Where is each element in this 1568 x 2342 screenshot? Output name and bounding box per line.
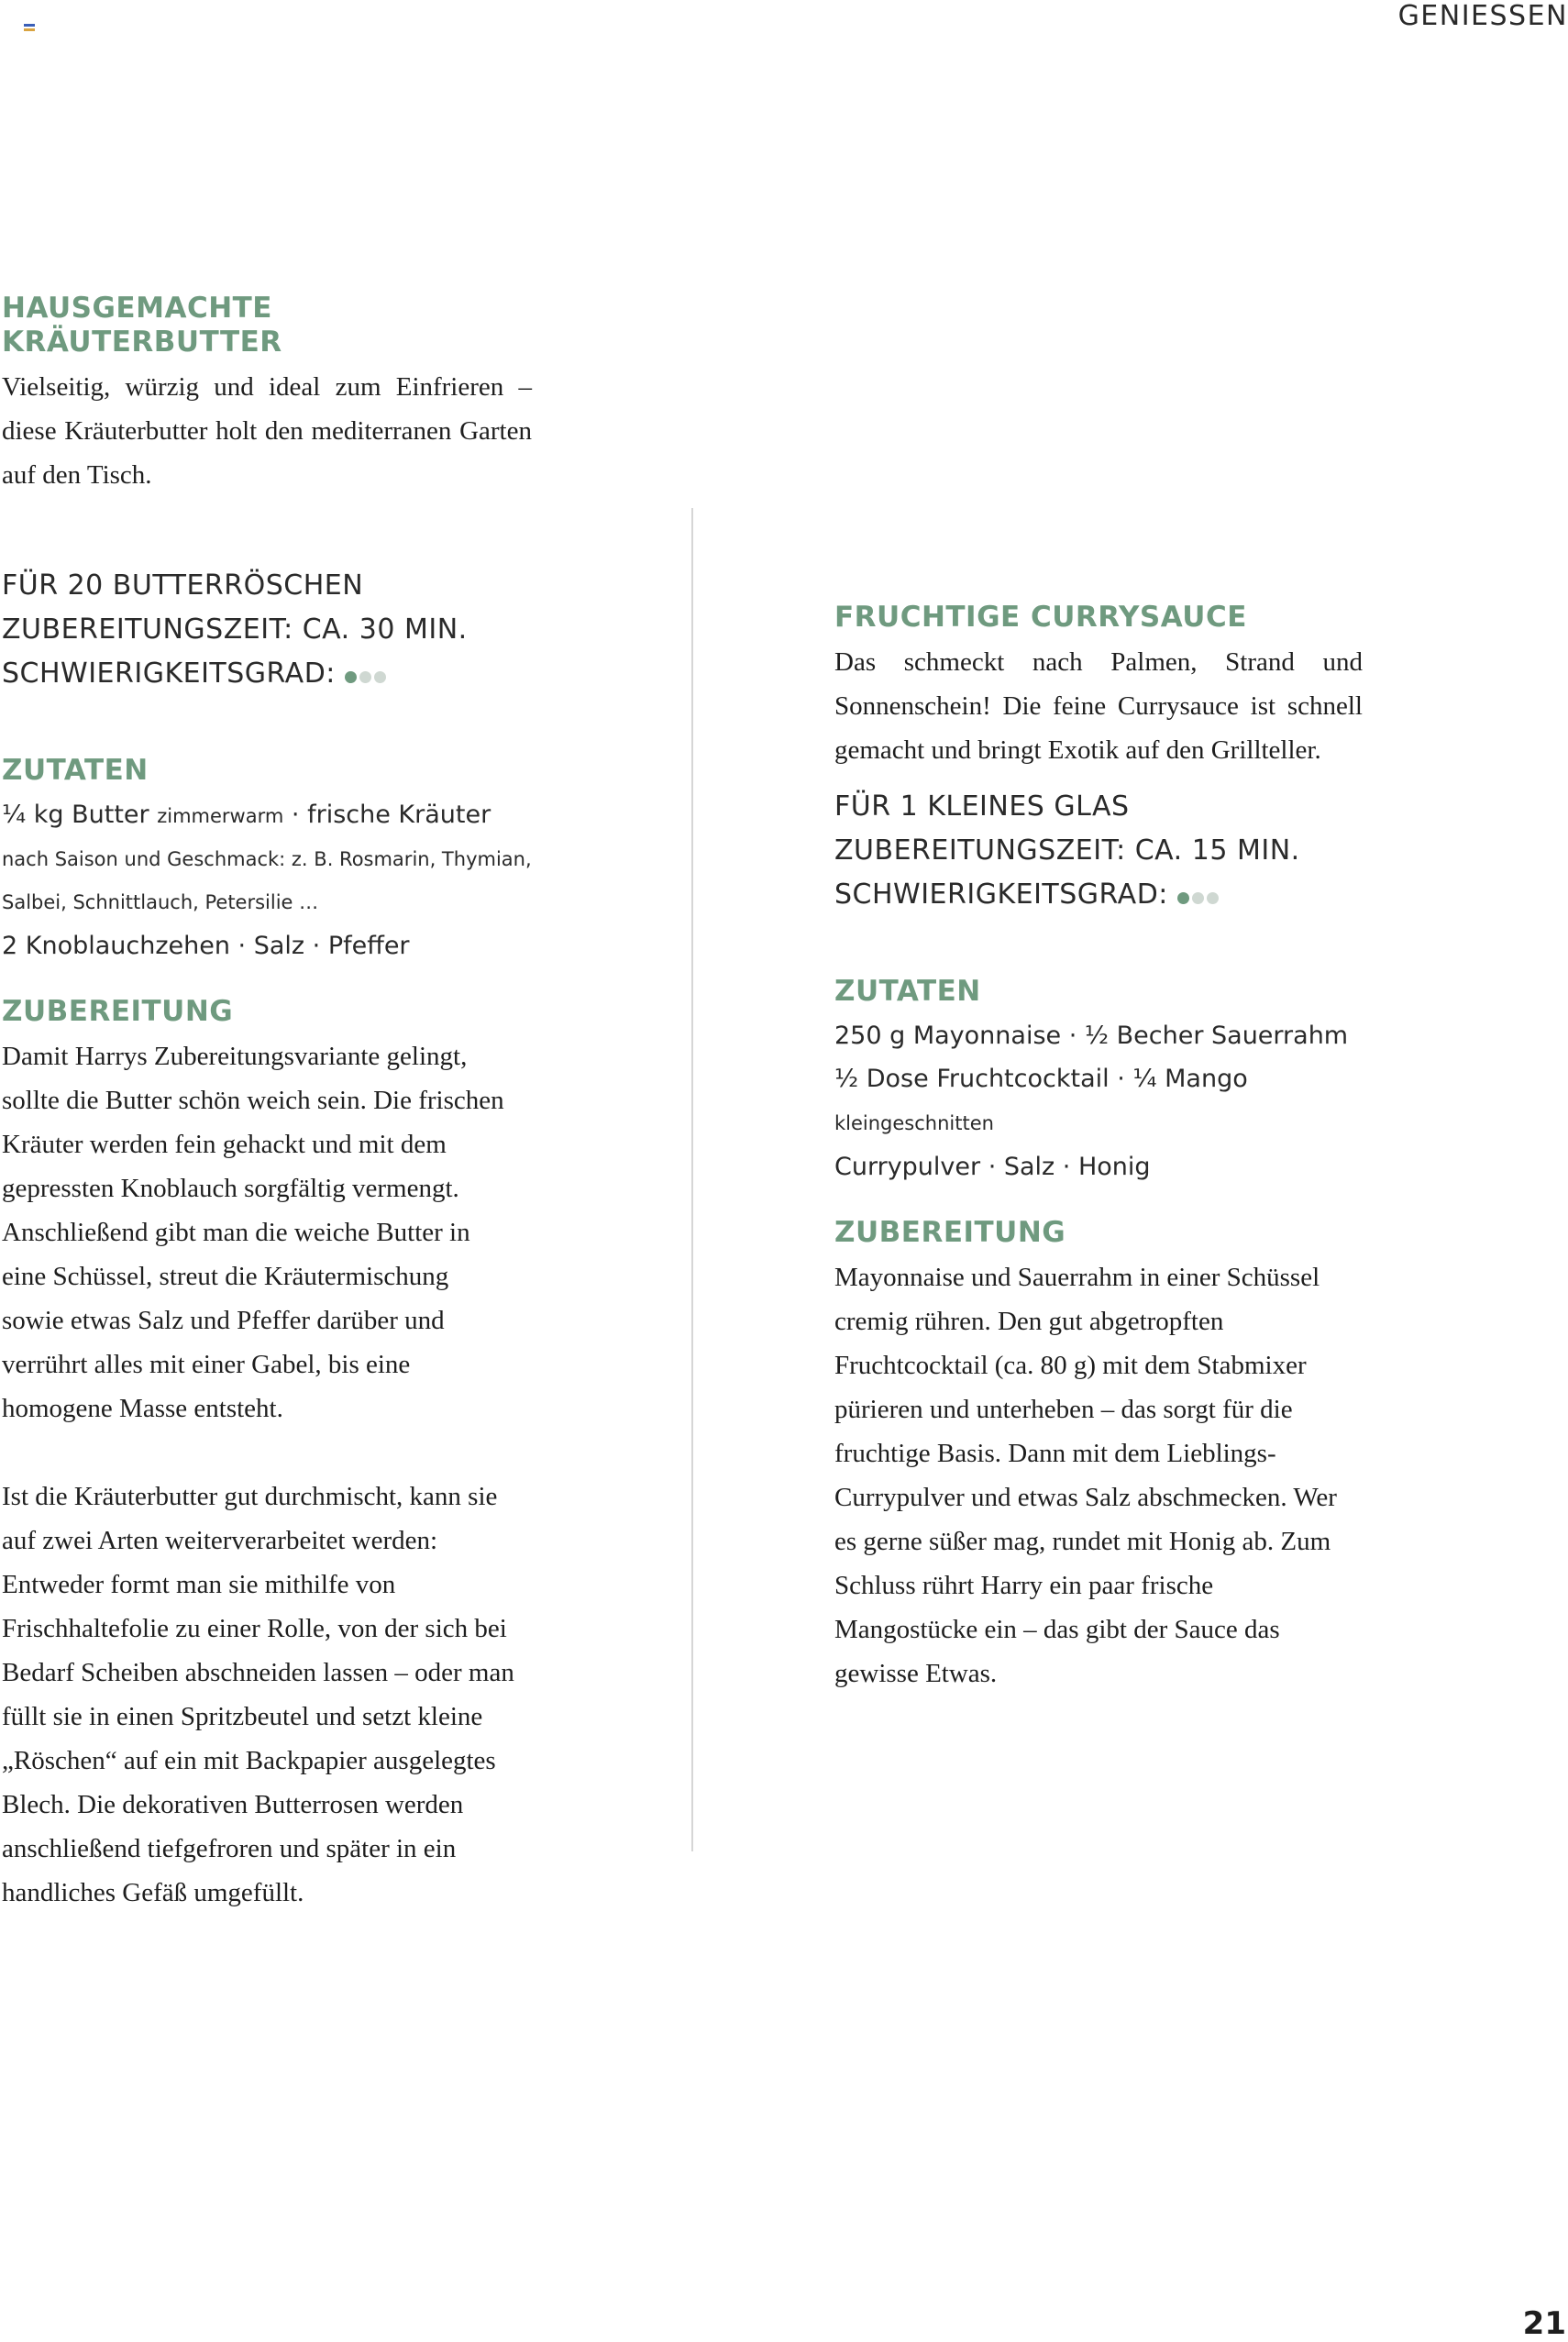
recipe-lead: Das schmeckt nach Palmen, Strand und Sonnenschein! Die feine Currysauce ist schnell gemacht und bringt Exotik auf den Grillteller. (834, 647, 1363, 766)
recipe-yield: FÜR 1 KLEINES GLAS (834, 790, 1130, 823)
ingredient-rest: · frische Kräuter (291, 801, 491, 830)
recipe-prep-time: ZUBEREITUNGSZEIT: CA. 15 MIN. (834, 834, 1300, 867)
ingredient-line: Currypulver · Salz · Honig (834, 1152, 1151, 1181)
ingredients-heading: ZUTATEN (2, 753, 149, 787)
recipe-currysauce (834, 601, 1364, 1696)
recipe-title: FRUCHTIGE CURRYSAUCE (834, 601, 1247, 634)
recipe-lead: Vielseitig, würzig und ideal zum Einfrieren – diese Kräuterbutter holt den mediterranen Garten auf den Tisch. (2, 372, 532, 491)
ingredient-note: kleingeschnitten (834, 1111, 994, 1134)
ingredient-line: 2 Knoblauchzehen · Salz · Pfeffer (2, 932, 410, 961)
section-label: GENIESSEN (1397, 0, 1568, 32)
recipe-difficulty (834, 873, 1364, 918)
ingredient-line: 250 g Mayonnaise · ½ Becher Sauerrahm (834, 1021, 1349, 1050)
preparation-heading: ZUBEREITUNG (2, 995, 234, 1029)
difficulty-dots (1177, 874, 1221, 918)
preparation-text: Ist die Kräuterbutter gut durchmischt, kann sie auf zwei Arten weiterverarbeitet werden: Entweder formt man sie mithilfe von Frischhaltefolie zu einer Rolle, von der sich bei Bedarf Scheiben abschneiden lassen – oder man füllt sie in einen Spritzbeutel und setzt kleine „Röschen“ auf ein mit Backpapier ausgelegtes Blech. Die dekorativen Butterrosen werden anschließend tiefgefroren und später in ein handliches Gefäß umgefüllt. (2, 1482, 514, 1908)
ingredient-main: ¼ kg Butter (2, 801, 149, 830)
recipe-prep-time: ZUBEREITUNGSZEIT: CA. 30 MIN. (2, 613, 468, 646)
recipe-title: HAUSGEMACHTE KRÄUTERBUTTER (2, 292, 282, 359)
corner-color-mark (24, 24, 35, 31)
difficulty-label: SCHWIERIGKEITSGRAD: (834, 878, 1168, 911)
difficulty-dots (345, 653, 389, 697)
recipe-difficulty (2, 652, 534, 697)
difficulty-dot-3 (1207, 892, 1219, 904)
preparation-text: Mayonnaise und Sauerrahm in einer Schüssel cremig rühren. Den gut abgetropften Fruchtcocktail (ca. 80 g) mit dem Stabmixer pürieren und unterheben – das sorgt für die fruchtige Basis. Dann mit dem Lieblings-Currypulver und etwas Salz abschmecken. Wer es gerne süßer mag, rundet mit Honig ab. Zum Schluss rührt Harry ein paar frische Mangostücke ein – das gibt der Sauce das gewisse Etwas. (834, 1263, 1337, 1689)
ingredient-line (2, 793, 534, 838)
preparation-heading: ZUBEREITUNG (834, 1215, 1066, 1249)
ingredients-heading: ZUTATEN (834, 974, 981, 1008)
difficulty-dot-2 (1192, 892, 1204, 904)
difficulty-label: SCHWIERIGKEITSGRAD: (2, 657, 336, 690)
column-divider (691, 508, 693, 1851)
preparation-text: Damit Harrys Zubereitungsvariante gelingt, sollte die Butter schön weich sein. Die frischen Kräuter werden fein gehackt und mit dem gepressten Knoblauch sorgfältig vermengt. Anschließend gibt man die weiche Butter in eine Schüssel, streut die Kräutermischung sowie etwas Salz und Pfeffer darüber und verrührt alles mit einer Gabel, bis eine homogene Masse entsteht. (2, 1042, 504, 1424)
ingredient-note: zimmerwarm (157, 805, 284, 828)
difficulty-dot-1 (1177, 892, 1189, 904)
ingredient-line: nach Saison und Geschmack: z. B. Rosmarin, Thymian, (2, 848, 532, 871)
difficulty-dot-2 (359, 671, 371, 683)
page-number: 21 (1522, 2305, 1566, 2342)
recipe-kraeuterbutter (2, 292, 534, 1915)
recipe-yield: FÜR 20 BUTTERRÖSCHEN (2, 569, 364, 602)
ingredient-main: ½ Dose Fruchtcocktail · ¼ Mango (834, 1064, 1248, 1093)
difficulty-dot-1 (345, 671, 357, 683)
ingredient-line: Salbei, Schnittlauch, Petersilie … (2, 891, 319, 914)
ingredient-line (834, 1057, 1364, 1145)
difficulty-dot-3 (374, 671, 386, 683)
